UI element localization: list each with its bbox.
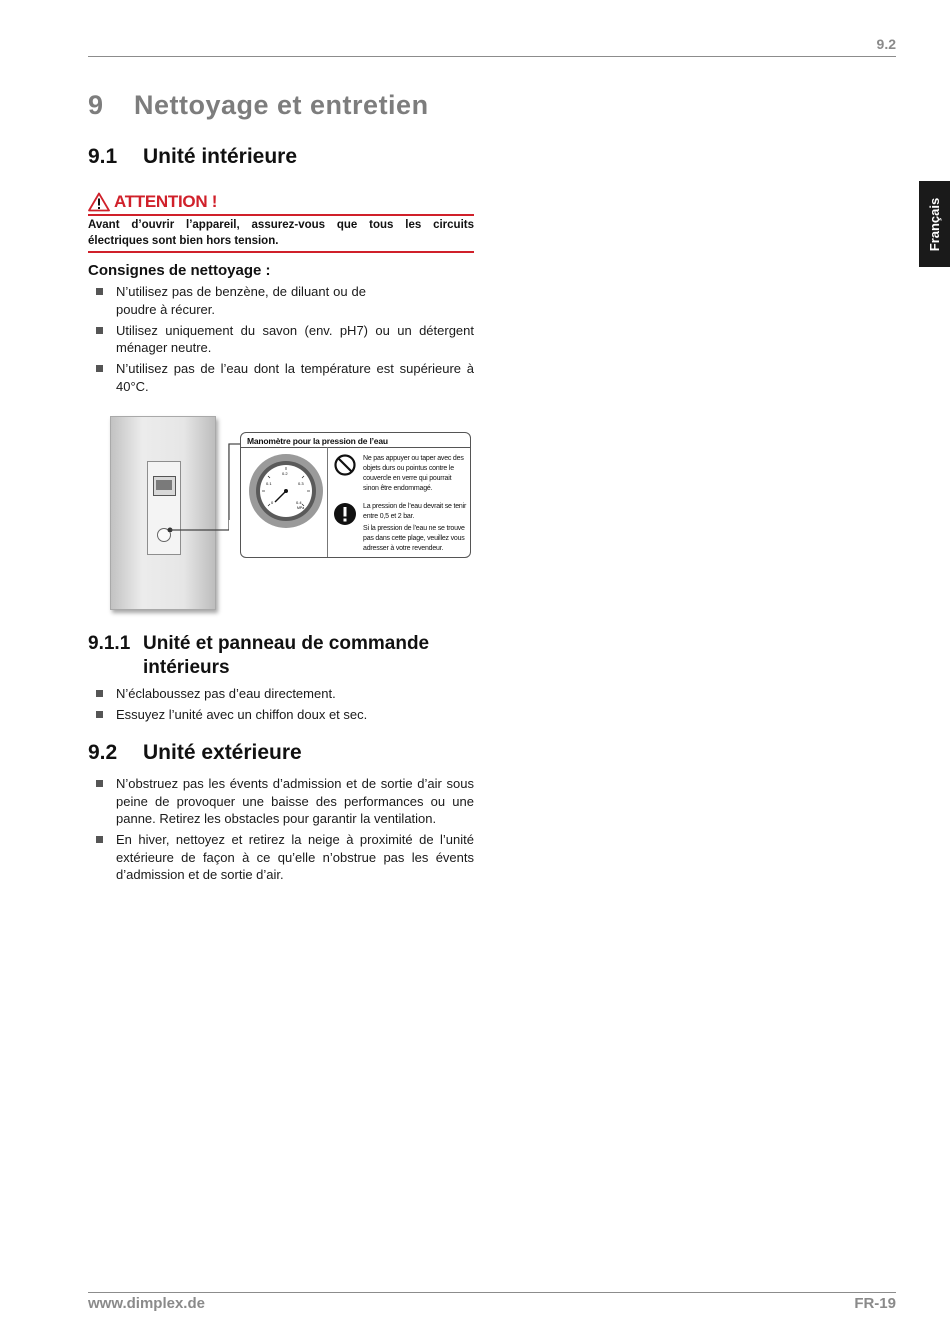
footer-rule (88, 1292, 896, 1293)
section-number: 9.1 (88, 145, 118, 168)
section-number: 9.1.1 (88, 633, 131, 654)
section-number: 9.2 (88, 741, 118, 764)
gauge-tick-label: 0 (271, 500, 274, 505)
section-title: Unité extérieure (143, 741, 302, 764)
section-9-1-1-heading (88, 632, 429, 680)
attention-bottom-rule (88, 251, 474, 253)
list-item: N’éclaboussez pas d’eau directement. (94, 685, 474, 703)
list-item: N’utilisez pas de l’eau dont la température est supérieure à 40°C. (94, 360, 474, 395)
bullet-icon (96, 327, 103, 334)
section-title: Unité intérieure (143, 145, 298, 168)
section-9-2-heading (88, 741, 302, 765)
list-item: Essuyez l’unité avec un chiffon doux et sec. (94, 706, 474, 724)
bullet-icon (96, 711, 103, 718)
callout-note-2a: La pression de l’eau devrait se tenir entre 0,5 et 2 bar. (363, 503, 467, 520)
list-item: N’utilisez pas de benzène, de diluant ou de poudre à récurer. (94, 283, 366, 318)
chapter-title-text: Nettoyage et entretien (134, 90, 429, 120)
gauge-tick-label: 0.3 (298, 481, 304, 486)
exclamation-icon (334, 503, 356, 525)
language-tab-label: Français (927, 197, 943, 251)
footer-website: www.dimplex.de (88, 1295, 205, 1312)
list-item: N’obstruez pas les évents d’admission et de sortie d’air sous peine de provoquer une baisse des performances ou une panne. Retirez les obstacles pour garantir la ventilation. (94, 775, 474, 828)
bullet-icon (96, 365, 103, 372)
callout-title: Manomètre pour la pression de l’eau (247, 436, 388, 446)
header-section-number: 9.2 (876, 36, 896, 52)
bullet-icon (96, 836, 103, 843)
bullet-icon (96, 690, 103, 697)
chapter-number: 9 (88, 90, 104, 120)
attention-title: ATTENTION ! (114, 192, 218, 211)
header-rule (88, 56, 896, 57)
consignes-heading: Consignes de nettoyage : (88, 262, 271, 279)
list-item: Utilisez uniquement du savon (env. pH7) ou un détergent ménager neutre. (94, 322, 474, 357)
section-title-line-2: intérieurs (143, 657, 230, 678)
gauge-unit-label: MPa (297, 506, 305, 510)
pressure-gauge-icon (248, 453, 324, 529)
attention-text: Avant d’ouvrir l’appareil, assurez-vous que tous les circuits électriques sont bien hors tension. (88, 219, 474, 247)
gauge-tick-label: 0.1 (266, 481, 272, 486)
list-item: En hiver, nettoyez et retirez la neige à proximité de l’unité extérieure de façon à ce qu’elle n’obstrue pas les évents d’admission et de sortie d’air. (94, 831, 474, 884)
leader-line (167, 442, 229, 532)
bullet-icon (96, 288, 103, 295)
callout-rule (241, 447, 470, 448)
gauge-tick-label: 0.4 (296, 500, 302, 505)
callout-divider (327, 447, 328, 557)
bullet-icon (96, 780, 103, 787)
consignes-list (94, 283, 474, 399)
gauge-callout (240, 432, 471, 558)
callout-note-1: Ne pas appuyer ou taper avec des objets durs ou pointus contre le couvercle en verre qui pourrait sinon être endommagé. (363, 455, 464, 492)
indoor-unit-figure (110, 416, 472, 611)
section-title-line-1: Unité et panneau de commande (143, 633, 430, 654)
callout-note-2b: Si la pression de l’eau ne se trouve pas dans cette plage, veuillez vous adresser à votre revendeur. (363, 525, 465, 552)
footer-page-number: FR-19 (854, 1295, 896, 1312)
prohibited-icon (334, 454, 356, 476)
section-9-1-heading (88, 145, 297, 169)
chapter-title (88, 90, 429, 121)
attention-box (88, 190, 474, 253)
gauge-tick-label: 0.2 (282, 471, 288, 476)
language-tab (919, 181, 950, 267)
s92-list (94, 775, 474, 887)
s911-list (94, 685, 474, 727)
warning-icon (88, 192, 110, 212)
